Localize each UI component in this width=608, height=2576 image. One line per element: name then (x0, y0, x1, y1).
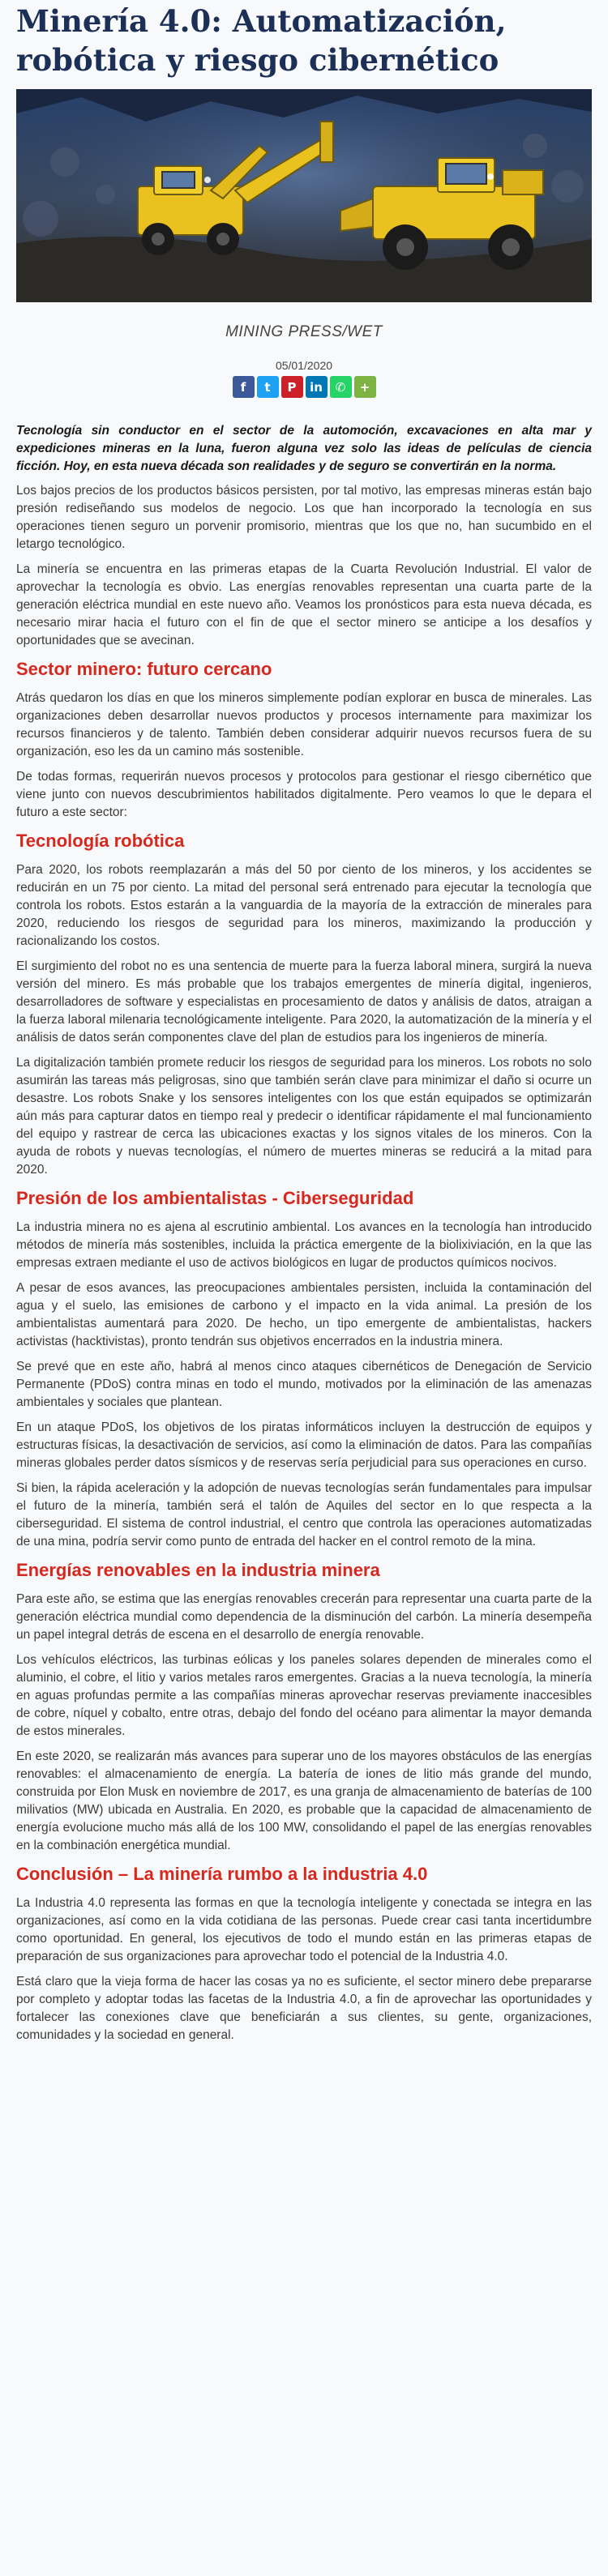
article-title: Minería 4.0: Automatización, robótica y riesgo cibernético (16, 3, 507, 78)
paragraph: Se prevé que en este año, habrá al menos cinco ataques cibernéticos de Denegación de Servicio Permanente (PDoS) contra minas en todo el mundo, motivados por la eliminación de las amenazas ambientales y sociales que plantean. (16, 1360, 592, 1409)
article-source: MINING PRESS/WET (225, 323, 383, 340)
paragraph: Atrás quedaron los días en que los mineros simplemente podían explorar en busca de minerales. Las organizaciones deben desarrollar nuevos productos y procesos internamente para maximizar los recursos financieros y de talento. También deben considerar adquirir nuevos recursos fuera de su organización, eso les da un camino más sostenible. (16, 691, 592, 758)
paragraph: Para este año, se estima que las energías renovables crecerán para representar una cuarta parte de la generación eléctrica mundial como dependencia de la disminución del carbón. La minería desempeña un papel integral detrás de escena en el desarrollo de energía renovable. (16, 1592, 592, 1642)
paragraph: A pesar de esos avances, las preocupaciones ambientales persisten, incluida la contaminación del agua y el suelo, las emisiones de carbono y el impacto en la vida animal. La presión de los ambientalistas aumentará para 2020. De hecho, un tipo emergente de ambientalistas, hackers activistas (hacktivistas), pronto tendrán sus objetivos encerrados en la industria minera. (16, 1281, 592, 1348)
paragraph: De todas formas, requerirán nuevos procesos y protocolos para gestionar el riesgo cibernético que viene junto con nuevos descubrimientos habilitados digitalmente. Pero veamos lo que le depara el futuro a este sector: (16, 770, 592, 819)
section-heading: Sector minero: futuro cercano (16, 659, 272, 679)
social-share-bar (16, 376, 592, 398)
paragraph: Para 2020, los robots reemplazarán a más del 50 por ciento de los mineros, y los accidentes se reducirán en un 75 por ciento. La mitad del personal será entrenado para ejecutar la tecnología que controla los robots. Estos estarán a la vanguardia de la mayoría de la extracción de minerales para 2020, reduciendo los riesgos de seguridad para los mineros, maximizando la producción y racionalizando los costos. (16, 863, 592, 948)
paragraph: La industria minera no es ajena al escrutinio ambiental. Los avances en la tecnología han introducido métodos de minería más sostenibles, incluida la práctica emergente de la biolixiviación, en la que las empresas extraen mediante el uso de activos biológicos en lugar de productos químicos nocivos. (16, 1220, 592, 1270)
facebook-icon[interactable]: f (233, 376, 255, 398)
paragraph: Los bajos precios de los productos básicos persisten, por tal motivo, las empresas mineras están bajo presión rediseñando sus modelos de negocio. Los que han incorporado la tecnología en sus operaciones tienen seguro un porvenir promisorio, mientras que los que no, han sucumbido en el letargo tecnológico. (16, 484, 592, 551)
section-heading: Energías renovables en la industria minera (16, 1560, 380, 1580)
hero-image-mining-machinery (16, 89, 592, 302)
article (16, 0, 592, 2044)
article-date: 05/01/2020 (275, 359, 333, 372)
section-heading: Presión de los ambientalistas - Ciberseguridad (16, 1188, 414, 1208)
section-heading: Tecnología robótica (16, 831, 185, 851)
more-share-icon[interactable]: + (354, 376, 376, 398)
paragraph: En un ataque PDoS, los objetivos de los piratas informáticos incluyen la destrucción de equipos y estructuras físicas, la desactivación de servicios, así como la eliminación de datos. Para las compañías mineras globales perder datos sísmicos y de reservas sería perjudicial para sus operaciones en curso. (16, 1420, 592, 1470)
paragraph: La minería se encuentra en las primeras etapas de la Cuarta Revolución Industrial. El valor de aprovechar la tecnología es obvio. Las energías renovables representan una cuarta parte de la generación eléctrica mundial en este nuevo año. Veamos los pronósticos para esta nueva década, es necesario mirar hacia el futuro con el fin de que el sector minero se anticipe a los desafíos y oportunidades que se avecinan. (16, 562, 592, 647)
linkedin-icon[interactable]: in (306, 376, 328, 398)
paragraph: Los vehículos eléctricos, las turbinas eólicas y los paneles solares dependen de minerales como el aluminio, el cobre, el litio y varios metales raros emergentes. Gracias a la nueva tecnología, la minería en aguas profundas permite a las compañías mineras aprovechar reservas previamente inaccesibles de cobre, níquel y cobalto, entre otras, debajo del fondo del océano para alimentar la mayor demanda de estos minerales. (16, 1653, 592, 1738)
article-body (16, 422, 592, 2044)
whatsapp-icon[interactable]: ✆ (330, 376, 352, 398)
paragraph: Está claro que la vieja forma de hacer las cosas ya no es suficiente, el sector minero debe prepararse por completo y adoptar todas las facetas de la Industria 4.0, a fin de aprovechar las oportunidades y fortalecer las conexiones clave que beneficiarán a sus clientes, su gente, organizaciones, comunidades y la sociedad en general. (16, 1975, 592, 2042)
mining-scene-illustration (16, 89, 592, 302)
paragraph: La Industria 4.0 representa las formas en que la tecnología inteligente y conectada se integra en las organizaciones, así como en la vida cotidiana de las personas. Puede crear casi tanta incertidumbre como oportunidad. En general, los ejecutivos de todo el mundo están en las primeras etapas de preparación de sus organizaciones para aprovechar todo el potencial de la Industria 4.0. (16, 1896, 592, 1963)
paragraph: El surgimiento del robot no es una sentencia de muerte para la fuerza laboral minera, surgirá la nueva versión del minero. Es más probable que los trabajos emergentes de minería digital, ingenieros, desarrolladores de software y especialistas en procesamiento de datos y análisis de datos, atraigan a la fuerza laboral milenaria tecnológicamente inteligente. Para 2020, la automatización de la minería y el análisis de datos serán componentes clave del plan de estudios para los ingenieros de minería. (16, 959, 592, 1044)
paragraph: La digitalización también promete reducir los riesgos de seguridad para los mineros. Los robots no solo asumirán las tareas más peligrosas, sino que también serán clave para minimizar el daño si ocurre un desastre. Los robots Snake y los sensores inteligentes con los que están equipados se optimizarán aún más para capturar datos en tiempo real y predecir o identificar rápidamente el mal funcionamiento del equipo y rastrear de cerca las ubicaciones exactas y los signos vitales de los mineros. Con la ayuda de robots y nuevas tecnologías, el número de muertes mineras se reducirá a la mitad para 2020. (16, 1056, 592, 1177)
twitter-icon[interactable]: t (257, 376, 279, 398)
paragraph: En este 2020, se realizarán más avances para superar uno de los mayores obstáculos de las energías renovables: el almacenamiento de energía. La batería de iones de litio más grande del mundo, construida por Elon Musk en noviembre de 2017, es una granja de almacenamiento de baterías de 100 milivatios (MW) ubicada en Australia. En 2020, es probable que la capacidad de almacenamiento de energía evolucione mucho más allá de los 100 MW, consolidando el papel de las energías renovables en la combinación energética mundial. (16, 1749, 592, 1852)
article-lead: Tecnología sin conductor en el sector de la automoción, excavaciones en alta mar y expediciones mineras en la luna, fueron alguna vez solo las ideas de películas de ciencia ficción. Hoy, en esta nueva década son realidades y de seguro se convertirán en la norma. (16, 424, 592, 473)
section-heading: Conclusión – La minería rumbo a la industria 4.0 (16, 1864, 428, 1884)
paragraph: Si bien, la rápida aceleración y la adopción de nuevas tecnologías serán fundamentales para impulsar el futuro de la minería, también será el talón de Aquiles del sector en lo que respecta a la ciberseguridad. El sistema de control industrial, el centro que controla las operaciones automatizadas de una mina, podría servir como punto de entrada del hacker en el control remoto de la mina. (16, 1481, 592, 1549)
pinterest-icon[interactable]: P (281, 376, 303, 398)
